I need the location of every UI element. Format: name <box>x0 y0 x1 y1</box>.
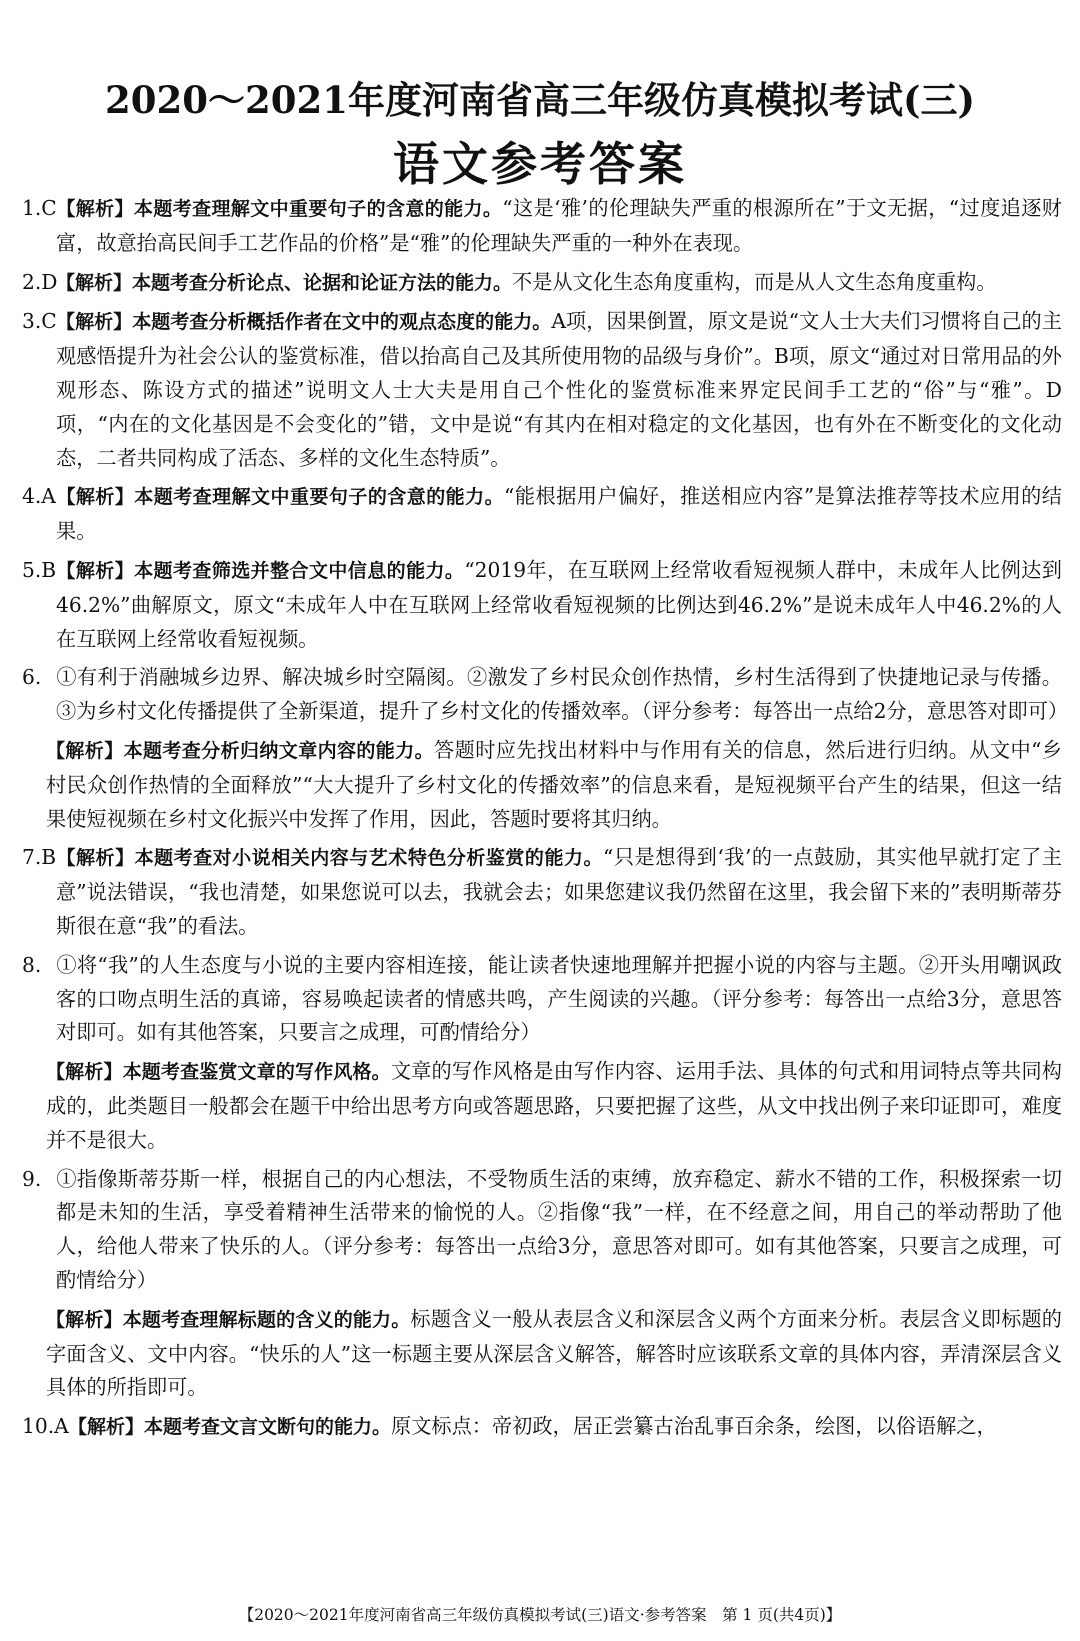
analysis-tag: 【解析】本题考查对小说相关内容与艺术特色分析鉴赏的能力。 <box>56 847 603 870</box>
answer-item-6 <box>22 661 1069 729</box>
answer-item-2 <box>22 266 1062 301</box>
answer-number: 5.B <box>22 557 57 582</box>
answer-item-3 <box>22 305 1062 475</box>
analysis-tag: 【解析】本题考查理解标题的含义的能力。 <box>46 1308 411 1331</box>
analysis-tag: 【解析】本题考查分析概括作者在文中的观点态度的能力。 <box>56 311 552 334</box>
analysis-tag: 【解析】本题考查理解文中重要句子的含意的能力。 <box>56 198 503 220</box>
answer-item-1 <box>22 192 1062 261</box>
analysis-tag: 【解析】本题考查理解文中重要句子的含意的能力。 <box>56 486 505 509</box>
answer-item-6-analysis <box>22 734 1062 836</box>
answer-text: “2019年，在互联网上经常收看短视频人群中，未成年人比例达到46.2%”曲解原文，原文“未成年人中在互联网上经常收看短视频的比例达到46.2%”是说未成年人中46.2%的人在互联网上经常收看短视频。 <box>56 557 1062 651</box>
answer-list <box>22 192 1069 1450</box>
answer-text: 标题含义一般从表层含义和深层含义两个方面来分析。表层含义即标题的字面含义、文中内容。“快乐的人”这一标题主要从深层含义解答，解答时应该联系文章的具体内容，弄清深层含义具体的所指即可。 <box>46 1306 1062 1400</box>
answer-item-5 <box>22 554 1062 656</box>
analysis-tag: 【解析】本题考查分析归纳文章内容的能力。 <box>46 739 435 762</box>
answer-number: 9. <box>22 1166 42 1191</box>
answer-item-9-analysis <box>22 1303 1062 1405</box>
exam-title: 2020～2021年度河南省高三年级仿真模拟考试(三) <box>105 78 975 122</box>
answer-text: 原文标点：帝初政，居正尝纂古治乱事百余条，绘图，以俗语解之， <box>391 1414 997 1439</box>
answer-number: 1.C <box>22 196 57 220</box>
answer-item-8-analysis <box>22 1055 1062 1157</box>
answer-text: 文章的写作风格是由写作内容、运用手法、具体的句式和用词特点等共同构成的，此类题目一般都会在题干中给出思考方向或答题思路，只要把握了这些，从文中找出例子来印证即可，难度并不是很大。 <box>46 1059 1062 1152</box>
analysis-tag: 【解析】本题考查分析论点、论据和论证方法的能力。 <box>56 271 513 294</box>
answer-number: 10.A <box>22 1414 69 1439</box>
answer-text: “能根据用户偏好，推送相应内容”是算法推荐等技术应用的结果。 <box>56 484 1062 544</box>
answer-text: ①将“我”的人生态度与小说的主要内容相连接，能让读者快速地理解并把握小说的内容与主题。②开头用嘲讽政客的口吻点明生活的真谛，容易唤起读者的情感共鸣，产生阅读的兴趣。（评分参考：每答出一点给3分，意思答对即可。如有其他答案，只要言之成理，可酌情给分） <box>56 952 1062 1045</box>
answer-text: A项，因果倒置，原文是说“文人士大夫们习惯将自己的主观感悟提升为社会公认的鉴赏标准，借以抬高自己及其所使用物的品级与身价”。B项，原文“通过对日常用品的外观形态、陈设方式的描述”说明文人士大夫是用自己个性化的鉴赏标准来界定民间手工艺的“俗”与“雅”。D项，“内在的文化基因是不会变化的”错，文中是说“有其内在相对稳定的文化基因，也有外在不断变化的文化动态，二者共同构成了活态、多样的文化生态特质”。 <box>56 309 1062 470</box>
answer-text: “只是想得到‘我’的一点鼓励，其实他早就打定了主意”说法错误，“我也清楚，如果您说可以去，我就会去；如果您建议我仍然留在这里，我会留下来的”表明斯蒂芬斯很在意“我”的看法。 <box>56 845 1062 938</box>
analysis-tag: 【解析】本题考查鉴赏文章的写作风格。 <box>46 1061 391 1084</box>
answer-text: 不是从文化生态角度重构，而是从人文生态角度重构。 <box>512 269 997 294</box>
answer-number: 7.B <box>22 845 57 870</box>
answer-text: ①有利于消融城乡边界、解决城乡时空隔阂。②激发了乡村民众创作热情，乡村生活得到了快捷地记录与传播。③为乡村文化传播提供了全新渠道，提升了乡村文化的传播效率。（评分参考：每答出一点给2分，意思答对即可） <box>56 665 1069 724</box>
document-subtitle: 语文参考答案 <box>393 137 687 191</box>
answer-item-8 <box>22 949 1062 1050</box>
analysis-tag: 【解析】本题考查筛选并整合文中信息的能力。 <box>56 559 465 582</box>
answer-item-4 <box>22 480 1062 549</box>
answer-text: “这是‘雅’的伦理缺失严重的根源所在”于文无据，“过度追逐财富，故意抬高民间手工艺作品的价格”是“雅”的伦理缺失严重的一种外在表现。 <box>56 196 1062 255</box>
answer-text: ①指像斯蒂芬斯一样，根据自己的内心想法，不受物质生活的束缚，放弃稳定、薪水不错的工作，积极探索一切都是未知的生活，享受着精神生活带来的愉悦的人。②指像“我”一样，在不经意之间，用自己的举动帮助了他人，给他人带来了快乐的人。（评分参考：每答出一点给3分，意思答对即可。如有其他答案，只要言之成理，可酌情给分） <box>56 1166 1062 1292</box>
answer-text: 答题时应先找出材料中与作用有关的信息，然后进行归纳。从文中“乡村民众创作热情的全面释放”“大大提升了乡村文化的传播效率”的信息来看，是短视频平台产生的结果，但这一结果使短视频在乡村文化振兴中发挥了作用，因此，答题时要将其归纳。 <box>46 737 1062 831</box>
answer-number: 2.D <box>22 269 58 294</box>
answer-number: 3.C <box>22 309 57 334</box>
answer-number: 6. <box>22 665 42 690</box>
answer-item-7 <box>22 841 1062 943</box>
answer-number: 4.A <box>22 484 56 509</box>
page-footer: 【2020～2021年度河南省高三年级仿真模拟考试(三)语文·参考答案 第 1 页(共4页)】 <box>238 1606 842 1624</box>
answer-item-9 <box>22 1163 1062 1298</box>
answer-item-10 <box>22 1410 1062 1445</box>
analysis-tag: 【解析】本题考查文言文断句的能力。 <box>68 1416 392 1439</box>
answer-number: 8. <box>22 952 42 977</box>
